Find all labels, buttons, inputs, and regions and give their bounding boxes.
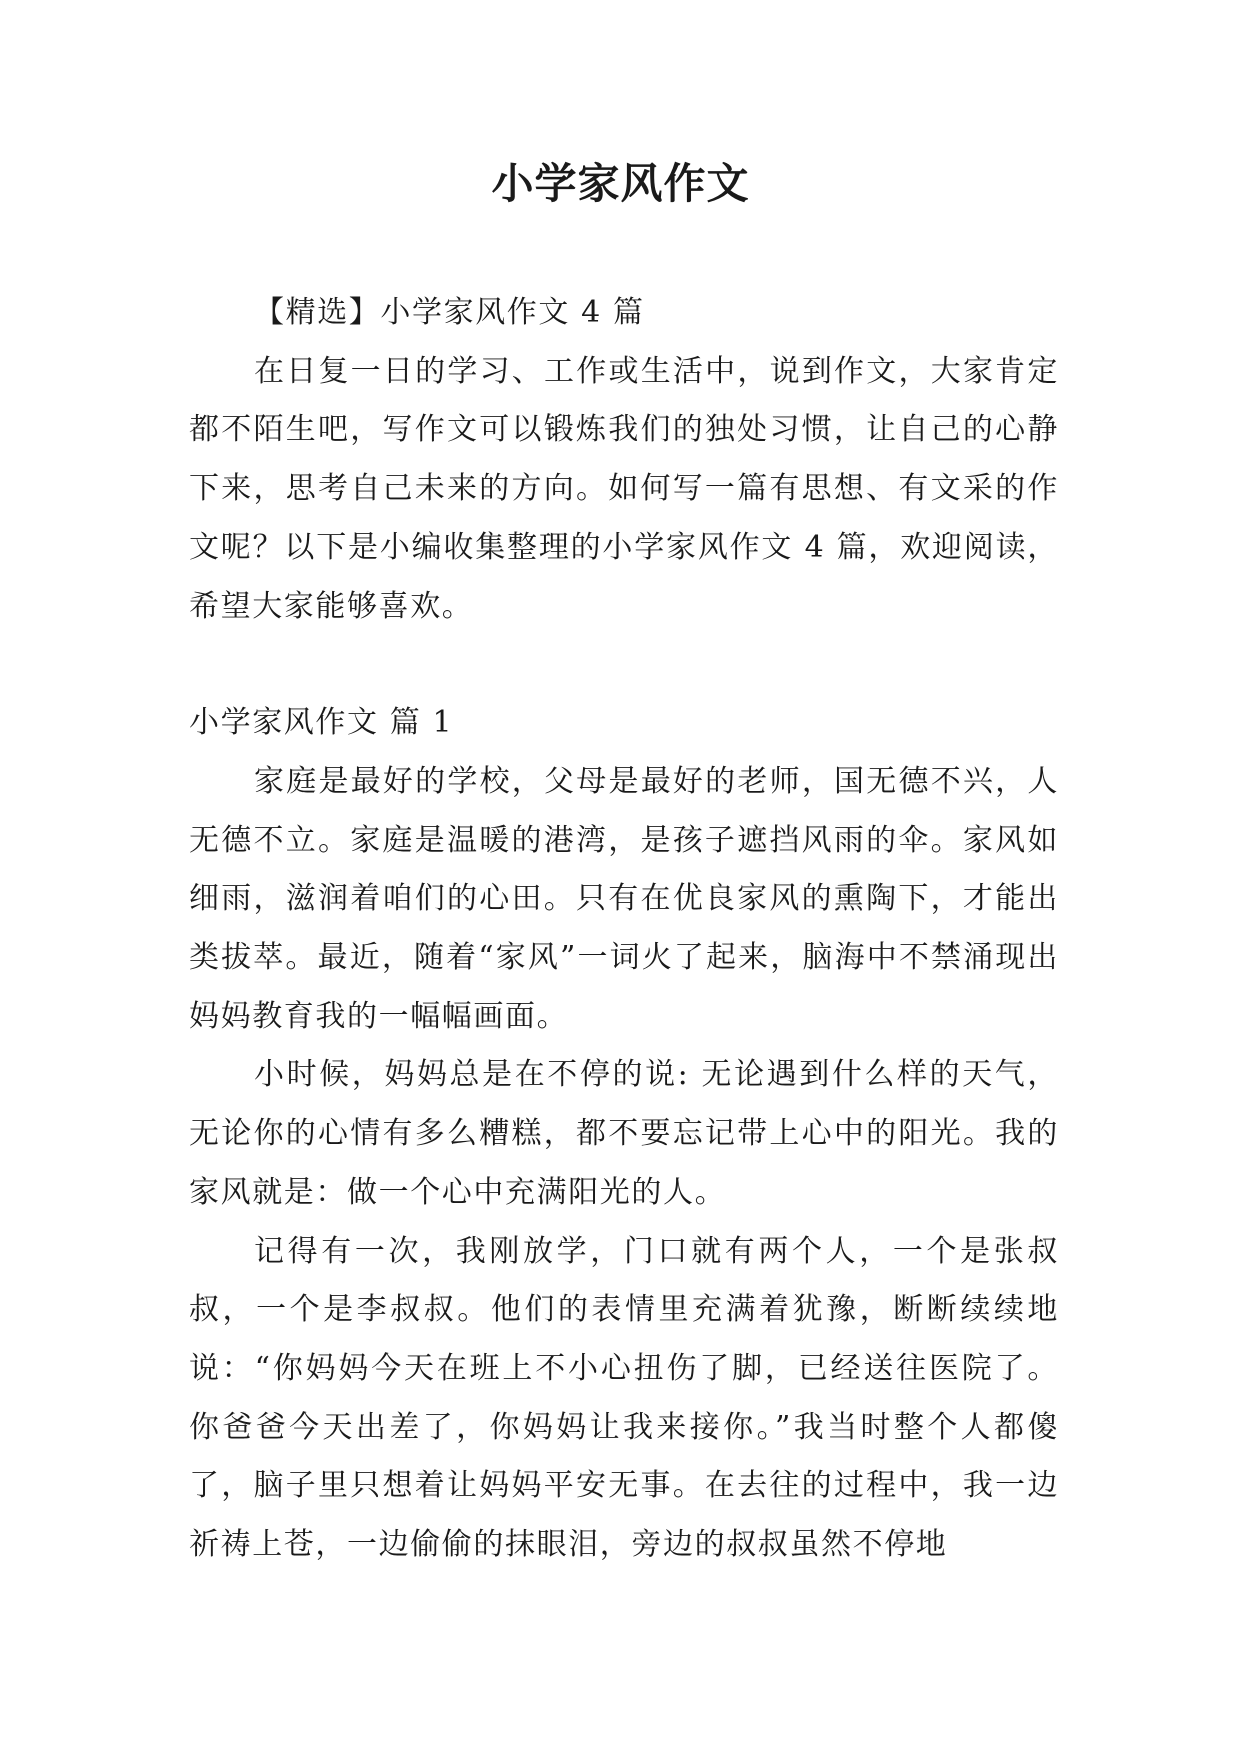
body-paragraph: 小时候，妈妈总是在不停的说: 无论遇到什么样的天气，无论你的心情有多么糟糕，都不要忘记带上心中的阳光。我的家风就是：做一个心中充满阳光的人。 <box>189 1057 1059 1210</box>
body-paragraph: 记得有一次，我刚放学，门口就有两个人，一个是张叔叔，一个是李叔叔。他们的表情里充满着犹豫，断断续续地说：“你妈妈今天在班上不小心扭伤了脚，已经送往医院了。你爸爸今天出差了，你妈妈让我来接你。”我当时整个人都傻了，脑子里只想着让妈妈平安无事。在去往的过程中，我一边祈祷上苍，一边偷偷的抹眼泪，旁边的叔叔虽然不停地 <box>189 1233 1059 1563</box>
document-body <box>189 284 1059 1575</box>
document-subtitle: 【精选】小学家风作文 4 篇 <box>254 295 645 330</box>
body-paragraph: 家庭是最好的学校，父母是最好的老师，国无德不兴，人无德不立。家庭是温暖的港湾，是孩子遮挡风雨的伞。家风如细雨，滋润着咱们的心田。只有在优良家风的熏陶下，才能出类拔萃。最近，随着“家风”一词火了起来，脑海中不禁涌现出妈妈教育我的一幅幅画面。 <box>189 763 1059 1034</box>
document-title: 小学家风作文 <box>491 159 750 208</box>
section-spacer <box>189 636 1059 694</box>
section-heading: 小学家风作文 篇 1 <box>189 705 454 741</box>
intro-paragraph: 在日复一日的学习、工作或生活中，说到作文，大家肯定都不陌生吧，写作文可以锻炼我们的独处习惯，让自己的心静下来，思考自己未来的方向。如何写一篇有思想、有文采的作文呢？以下是小编收集整理的小学家风作文 4 篇，欢迎阅读，希望大家能够喜欢。 <box>189 353 1059 624</box>
